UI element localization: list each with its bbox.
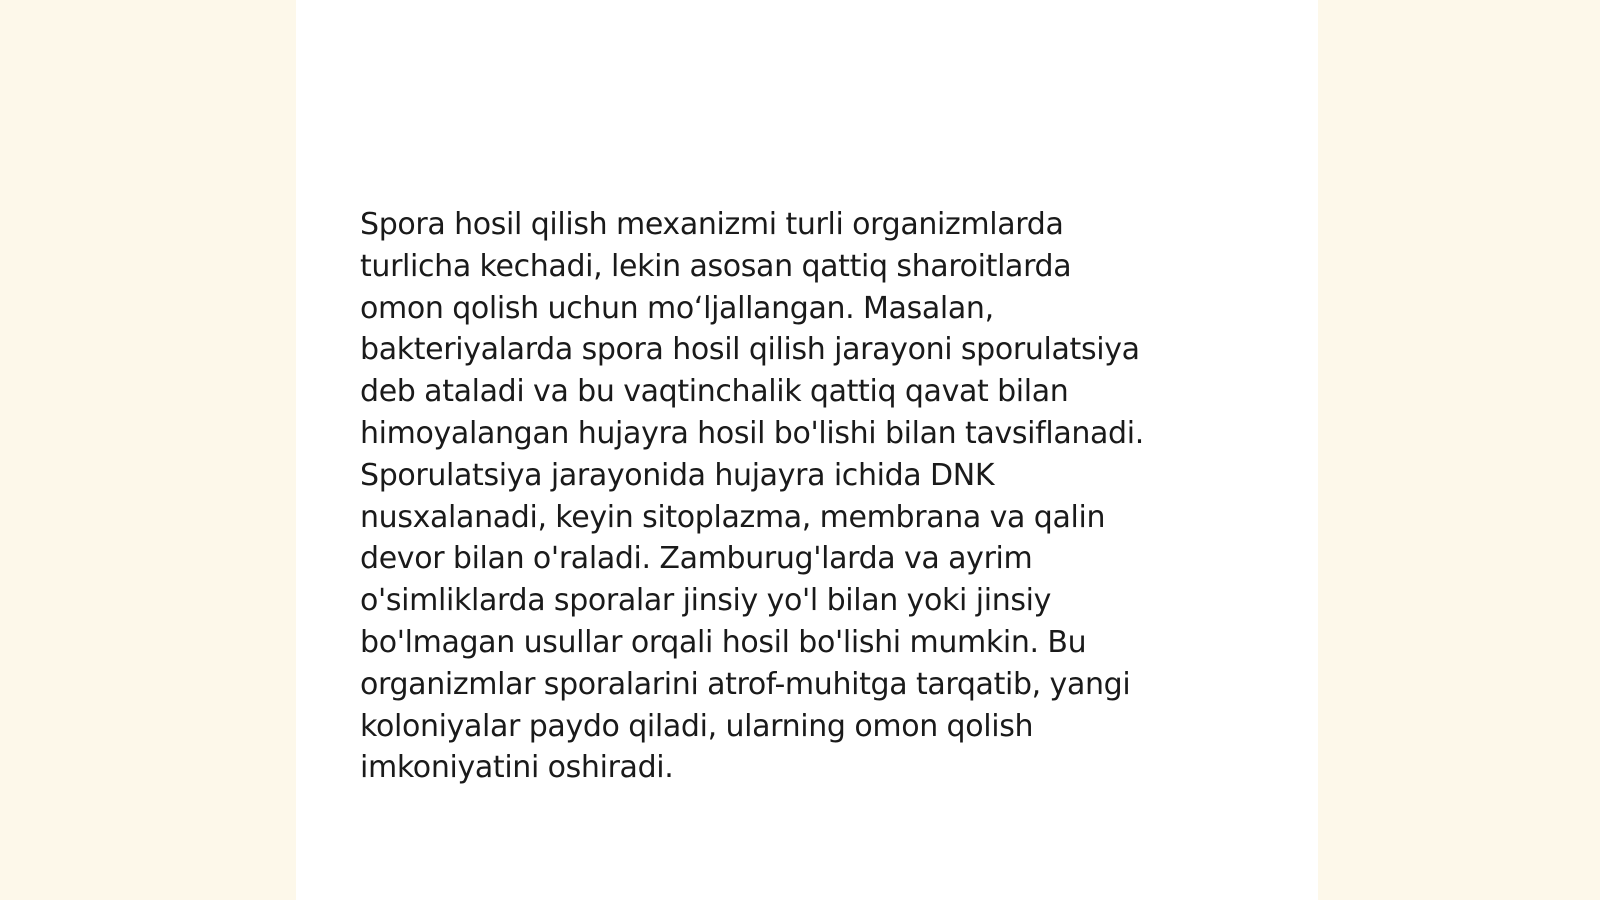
paragraph-line: turlicha kechadi, lekin asosan qattiq sharoitlarda <box>360 248 1072 284</box>
paragraph-line: organizmlar sporalarini atrof-muhitga tarqatib, yangi <box>360 666 1131 702</box>
paragraph-line: deb ataladi va bu vaqtinchalik qattiq qavat bilan <box>360 374 1069 410</box>
body-paragraph <box>360 204 1300 789</box>
paragraph-line: imkoniyatini oshiradi. <box>360 750 674 786</box>
paragraph-line: o'simliklarda sporalar jinsiy yo'l bilan yoki jinsiy <box>360 583 1052 619</box>
left-margin <box>0 0 296 900</box>
paragraph-line: koloniyalar paydo qiladi, ularning omon qolish <box>360 708 1034 744</box>
document-page <box>296 0 1318 900</box>
paragraph-line: omon qolish uchun mo‘ljallangan. Masalan, <box>360 290 994 326</box>
paragraph-line: Sporulatsiya jarayonida hujayra ichida DNK <box>360 457 995 493</box>
paragraph-line: bakteriyalarda spora hosil qilish jarayoni sporulatsiya <box>360 332 1140 368</box>
right-margin <box>1318 0 1600 900</box>
paragraph-line: himoyalangan hujayra hosil bo'lishi bilan tavsiflanadi. <box>360 415 1144 451</box>
paragraph-line: bo'lmagan usullar orqali hosil bo'lishi mumkin. Bu <box>360 624 1087 660</box>
paragraph-line: nusxalanadi, keyin sitoplazma, membrana va qalin <box>360 499 1106 535</box>
paragraph-line: Spora hosil qilish mexanizmi turli organizmlarda <box>360 207 1064 242</box>
paragraph-line: devor bilan o'raladi. Zamburug'larda va ayrim <box>360 541 1033 577</box>
